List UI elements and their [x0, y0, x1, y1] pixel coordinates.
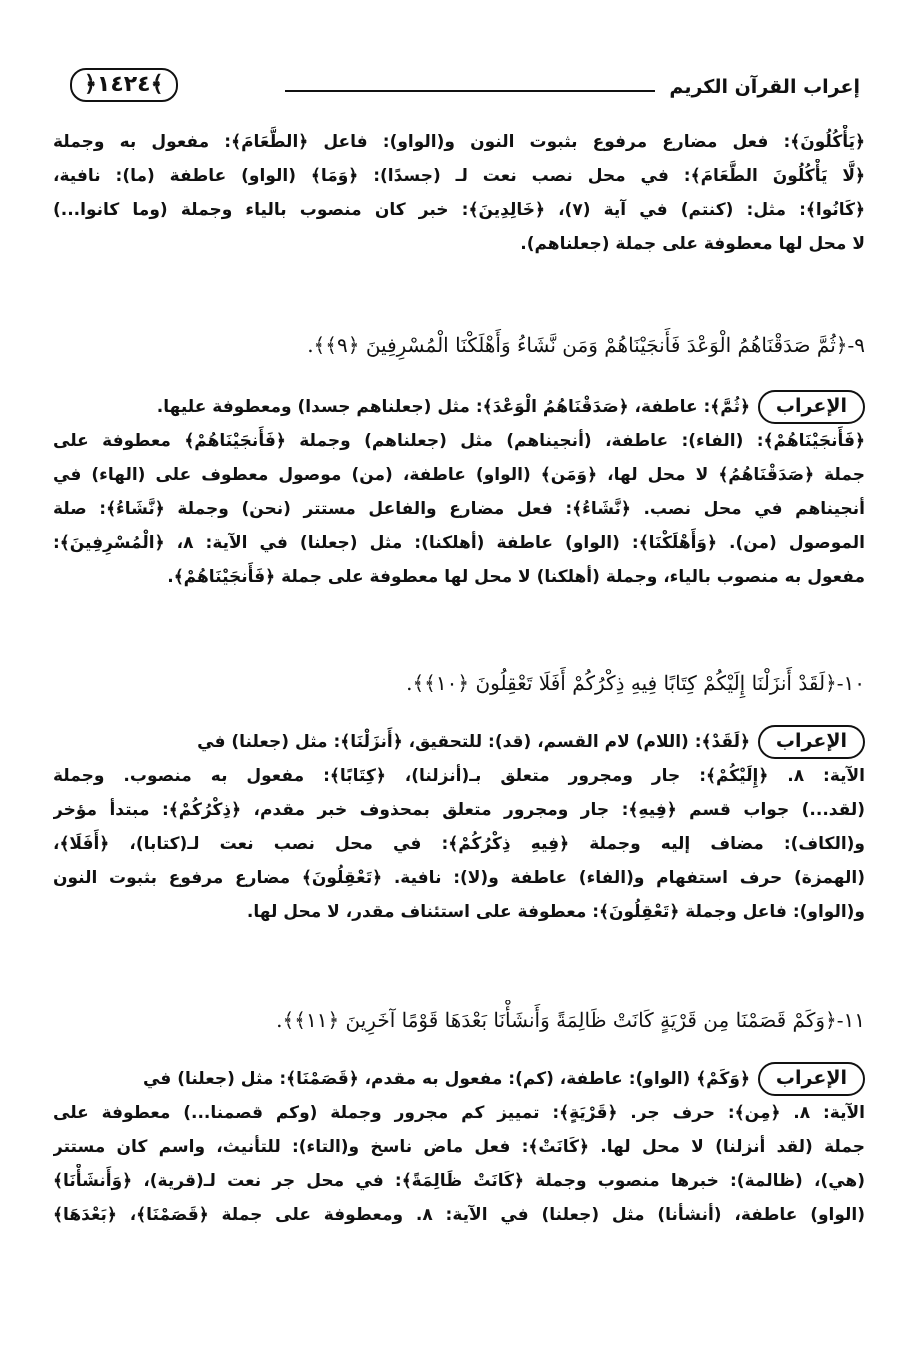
text-segment: ﴿وَكَمْ﴾ (الواو): عاطفة، (كم): مفعول به مقدم، ﴿قَصَمْنَا﴾: مثل (جعلنا) في	[142, 1069, 750, 1089]
irab-verse-9	[53, 390, 865, 594]
text-line: ﴿لَّا يَأْكُلُونَ الطَّعَامَ﴾: في محل نصب نعت لـ (جسدًا): ﴿وَمَا﴾ (الواو) عاطفة (ما): نافية،	[53, 166, 865, 186]
text-line: مفعول به منصوب بالياء، وجملة (أهلكنا) لا محل لها معطوفة على جملة ﴿فَأَنجَيْنَاهُمْ﴾.	[167, 567, 865, 587]
text-line: لا محل لها معطوفة على جملة (جعلناهم).	[520, 234, 865, 254]
book-title: إعراب القرآن الكريم	[669, 76, 860, 98]
text-line: جملة (لقد أنزلنا) لا محل لها. ﴿كَانَتْ﴾: فعل ماض ناسخ و(التاء): للتأنيث، واسم كان مستتر	[53, 1137, 865, 1157]
text-line: و(الواو): فاعل وجملة ﴿تَعْقِلُونَ﴾: معطوفة على استئناف مقدر، لا محل لها.	[246, 902, 865, 922]
irab-badge: الإعراب	[758, 390, 865, 424]
verse-11: ١١-﴿وَكَمْ قَصَمْنَا مِن قَرْيَةٍ كَانَتْ ظَالِمَةً وَأَنشَأْنَا بَعْدَهَا قَوْمًا آخَرِينَ ﴿١١﴾﴾.	[276, 1008, 865, 1032]
text-segment: ﴿ثُمَّ﴾: عاطفة، ﴿صَدَقْنَاهُمُ الْوَعْدَ﴾: مثل (جعلناهم جسدا) ومعطوفة عليها.	[156, 397, 750, 417]
text-line	[53, 725, 865, 759]
text-line: ﴿كَانُوا﴾: مثل: (كنتم) في آية (٧)، ﴿خَالِدِينَ﴾: خبر كان منصوب بالياء وجملة (وما كانوا...)	[53, 200, 865, 220]
text-line: الآية: ٨. ﴿إِلَيْكُمْ﴾: جار ومجرور متعلق بـ(أنزلنا)، ﴿كِتَابًا﴾: مفعول به منصوب. وجملة	[53, 766, 865, 786]
text-segment: ﴿لَقَدْ﴾: (اللام) لام القسم، (قد): للتحقيق، ﴿أَنزَلْنَا﴾: مثل (جعلنا) في	[197, 732, 750, 752]
irab-verse-10	[53, 725, 865, 929]
page-header	[70, 62, 860, 110]
text-line: (الهمزة) حرف استفهام و(الفاء) عاطفة و(لا): نافية. ﴿تَعْقِلُونَ﴾ مضارع مرفوع بثبوت النون	[53, 868, 865, 888]
verse-9: ٩-﴿ثُمَّ صَدَقْنَاهُمُ الْوَعْدَ فَأَنجَيْنَاهُمْ وَمَن نَّشَاءُ وَأَهْلَكْنَا الْمُسْرِفِينَ ﴿٩﴾﴾.	[307, 333, 865, 357]
text-line	[53, 390, 865, 424]
text-line: (لقد...) جواب قسم ﴿فِيهِ﴾: جار ومجرور متعلق بمحذوف خبر مقدم، ﴿ذِكْرُكُمْ﴾: مبتدأ مؤخر	[53, 800, 865, 820]
text-line: الموصول (من). ﴿وَأَهْلَكْنَا﴾: (الواو) عاطفة (أهلكنا): مثل (جعلنا) في الآية: ٨، ﴿الْمُسْرِفِينَ﴾:	[53, 533, 865, 553]
irab-badge: الإعراب	[758, 1062, 865, 1096]
text-line: و(الكاف): مضاف إليه وجملة ﴿فِيهِ ذِكْرُكُمْ﴾: في محل نصب نعت لـ(كتابا)، ﴿أَفَلَا﴾،	[53, 834, 865, 854]
text-line	[53, 1062, 865, 1096]
header-rule	[285, 90, 655, 92]
text-line: أنجيناهم في محل نصب. ﴿نَّشَاءُ﴾: فعل مضارع والفاعل مستتر (نحن) وجملة ﴿نَّشَاءُ﴾: صلة	[53, 499, 865, 519]
page-number: ﴿١٤٢٤﴾	[70, 68, 178, 102]
verse-10: ١٠-﴿لَقَدْ أَنزَلْنَا إِلَيْكُمْ كِتَابًا فِيهِ ذِكْرُكُمْ أَفَلَا تَعْقِلُونَ ﴿١٠﴾﴾.	[406, 671, 865, 695]
text-line: ﴿يَأْكُلُونَ﴾: فعل مضارع مرفوع بثبوت النون و(الواو): فاعل ﴿الطَّعَامَ﴾: مفعول به وجملة	[53, 132, 865, 152]
irab-badge: الإعراب	[758, 725, 865, 759]
text-line: جملة ﴿صَدَقْنَاهُمُ﴾ لا محل لها، ﴿وَمَن﴾ (الواو) عاطفة، (من) موصول معطوف على (الهاء) في	[53, 465, 865, 485]
text-line: ﴿فَأَنجَيْنَاهُمْ﴾: (الفاء): عاطفة، (أنجيناهم) مثل (جعلناهم) وجملة ﴿فَأَنجَيْنَاهُمْ﴾ معطوفة على	[53, 431, 865, 451]
irab-continuation	[53, 125, 865, 261]
text-line: (الواو) عاطفة، (أنشأنا) مثل (جعلنا) في الآية: ٨. ومعطوفة على جملة ﴿قَصَمْنَا﴾، ﴿بَعْدَهَا﴾	[53, 1205, 865, 1225]
text-line: (هي)، (ظالمة): خبرها منصوب وجملة ﴿كَانَتْ ظَالِمَةً﴾: في محل جر نعت لـ(قرية)، ﴿وَأَنشَأْنَا﴾	[53, 1171, 865, 1191]
text-line: الآية: ٨. ﴿مِن﴾: حرف جر. ﴿قَرْيَةٍ﴾: تمييز كم مجرور وجملة (وكم قصمنا...) معطوفة على	[53, 1103, 865, 1123]
irab-verse-11	[53, 1062, 865, 1232]
